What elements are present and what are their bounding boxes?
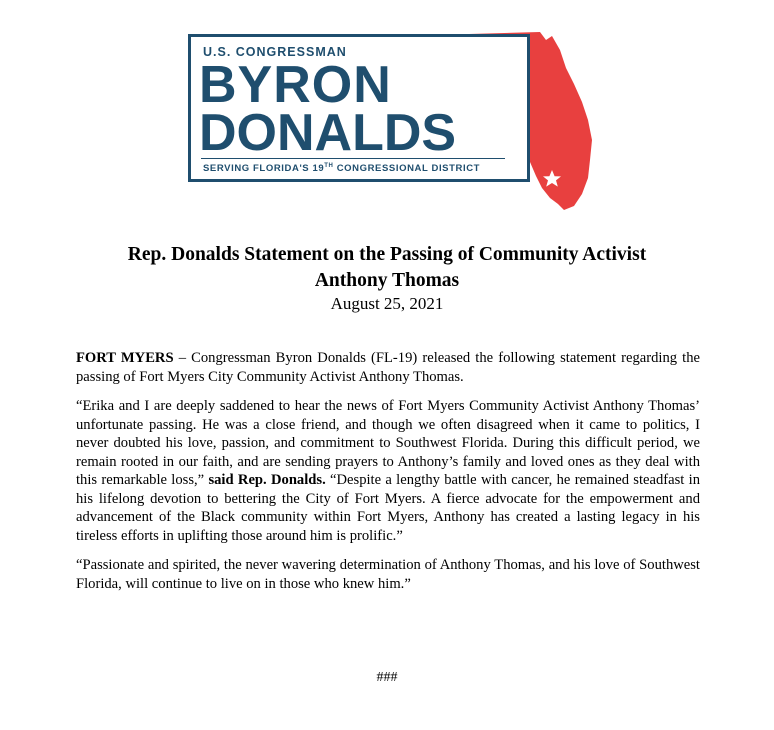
title-line-1: Rep. Donalds Statement on the Passing of Community Activist (127, 244, 647, 265)
release-date: August 25, 2021 (330, 294, 444, 313)
congressman-logo (188, 34, 530, 182)
title-line-2: Anthony Thomas (314, 270, 460, 291)
dateline: FORT MYERS (76, 350, 174, 366)
logo-last-name: DONALDS (199, 104, 457, 162)
logo-subtitle: SERVING FLORIDA'S 19TH CONGRESSIONAL DISTRICT (203, 163, 481, 175)
paragraph-quote-1: “Erika and I are deeply saddened to hear the news of Fort Myers Community Activist Anthony Thomas’ unfortunate passing. He was a close friend, and though we often disagreed when it came to politics, I never doubted his love, passion, and commitment to Southwest Florida. During this difficult period, we remain rooted in our faith, and are sending prayers to Anthony’s family and loved ones as they deal with this remarkable loss,” said Rep. Donalds. “Despite a lengthy battle with cancer, he remained steadfast in his lifelong devotion to bettering the City of Fort Myers. A fierce advocate for the empowerment and advancement of the Black community within Fort Myers, Anthony has created a lasting legacy in his tireless efforts in uplifting those around him is prolific.” (76, 398, 700, 544)
release-title (60, 242, 714, 294)
logo-divider (201, 158, 505, 159)
end-mark: ### (376, 670, 398, 685)
paragraph-quote-2: “Passionate and spirited, the never wavering determination of Anthony Thomas, and his love of Southwest Florida, will continue to live on in those who knew him.” (76, 557, 700, 592)
attribution: said Rep. Donalds. (204, 472, 326, 488)
paragraph-intro: FORT MYERS – Congressman Byron Donalds (FL-19) released the following statement regarding the passing of Fort Myers City Community Activist Anthony Thomas. (76, 350, 700, 385)
release-body (76, 349, 700, 604)
logo-upper-text: U.S. CONGRESSMAN (203, 45, 347, 59)
logo-first-name: BYRON (199, 56, 392, 114)
